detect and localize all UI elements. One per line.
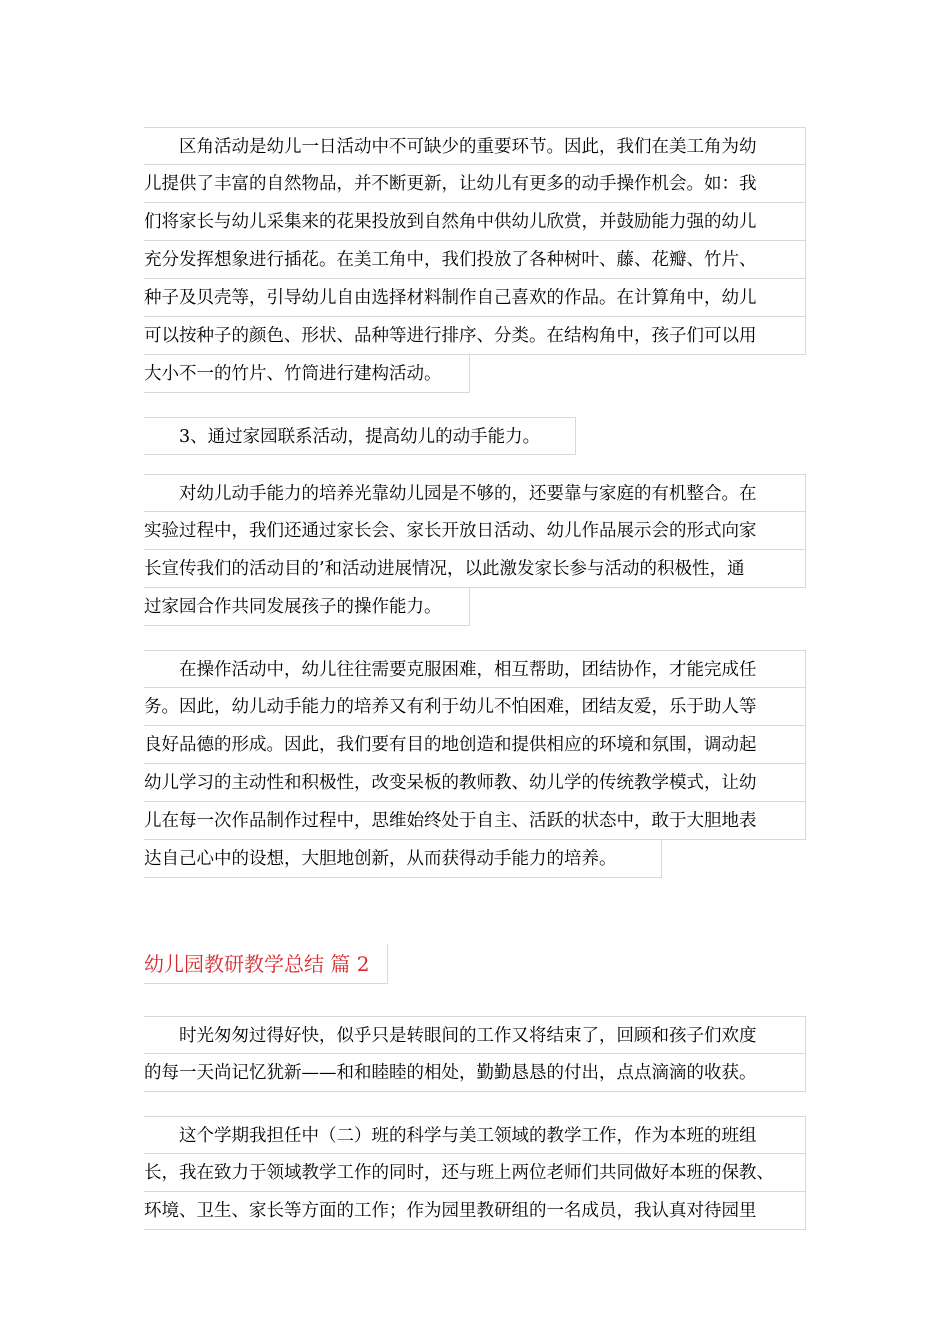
text-line: 可以按种子的颜色、形状、品种等进行排序、分类。在结构角中，孩子们可以用 [144,317,806,355]
text-line: 儿在每一次作品制作过程中，思维始终处于自主、活跃的状态中，敢于大胆地表 [144,802,806,840]
text-line: 大小不一的竹片、竹筒进行建构活动。 [144,355,470,393]
text-line: 达自己心中的设想，大胆地创新，从而获得动手能力的培养。 [144,840,662,878]
text-line: 务。因此，幼儿动手能力的培养又有利于幼儿不怕困难，团结友爱，乐于助人等 [144,688,806,726]
text-line: 环境、卫生、家长等方面的工作；作为园里教研组的一名成员，我认真对待园里 [144,1192,806,1230]
text-line: 3、通过家园联系活动，提高幼儿的动手能力。 [144,417,576,455]
text-line: 对幼儿动手能力的培养光靠幼儿园是不够的，还要靠与家庭的有机整合。在 [144,474,806,512]
text-line: 在操作活动中，幼儿往往需要克服困难，相互帮助，团结协作，才能完成任 [144,650,806,688]
text-line: 实验过程中，我们还通过家长会、家长开放日活动、幼儿作品展示会的形式向家 [144,512,806,550]
text-line: 们将家长与幼儿采集来的花果投放到自然角中供幼儿欣赏，并鼓励能力强的幼儿 [144,203,806,241]
text-line: 种子及贝壳等，引导幼儿自由选择材料制作自己喜欢的作品。在计算角中，幼儿 [144,279,806,317]
text-line: 这个学期我担任中（二）班的科学与美工领域的教学工作，作为本班的班组 [144,1116,806,1154]
text-line: 良好品德的形成。因此，我们要有目的地创造和提供相应的环境和氛围，调动起 [144,726,806,764]
text-line: 幼儿学习的主动性和积极性，改变呆板的教师教、幼儿学的传统教学模式，让幼 [144,764,806,802]
text-line: 的每一天尚记忆犹新——和和睦睦的相处，勤勤恳恳的付出，点点滴滴的收获。 [144,1054,806,1092]
text-line: 过家园合作共同发展孩子的操作能力。 [144,588,470,626]
text-line: 长宣传我们的活动目的’和活动进展情况，以此激发家长参与活动的积极性，通 [144,550,806,588]
text-line: 长，我在致力于领域教学工作的同时，还与班上两位老师们共同做好本班的保教、 [144,1154,806,1192]
text-line: 儿提供了丰富的自然物品，并不断更新，让幼儿有更多的动手操作机会。如：我 [144,165,806,203]
text-line: 充分发挥想象进行插花。在美工角中，我们投放了各种树叶、藤、花瓣、竹片、 [144,241,806,279]
text-line: 时光匆匆过得好快，似乎只是转眼间的工作又将结束了，回顾和孩子们欢度 [144,1016,806,1054]
text-line: 区角活动是幼儿一日活动中不可缺少的重要环节。因此，我们在美工角为幼 [144,127,806,165]
section-heading: 幼儿园教研教学总结 篇 2 [144,944,388,984]
